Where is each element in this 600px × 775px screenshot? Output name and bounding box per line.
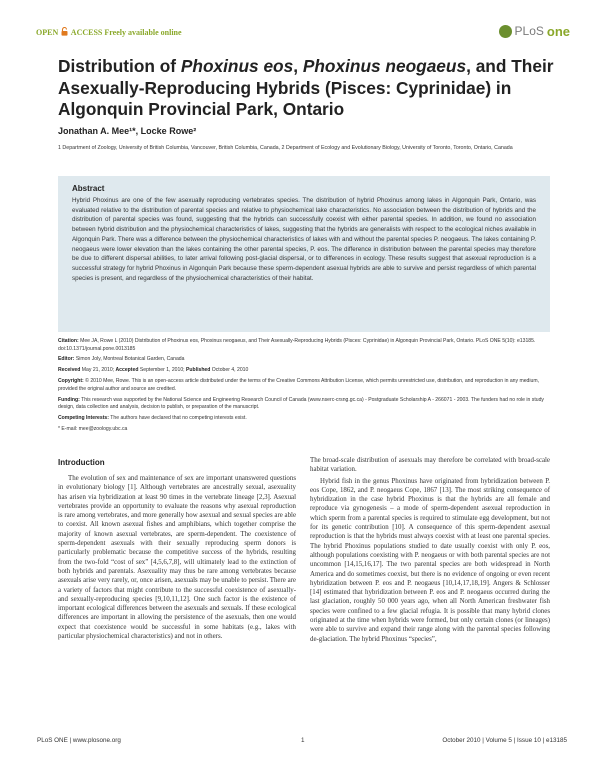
author-list: Jonathan A. Mee¹*, Locke Rowe² bbox=[58, 126, 197, 136]
title-text-2: , bbox=[293, 56, 303, 76]
accepted-label: Accepted bbox=[115, 367, 139, 374]
title-species-2: Phoxinus neogaeus bbox=[302, 56, 467, 76]
article-metadata bbox=[58, 338, 550, 437]
logo-plos-text: PLoS bbox=[514, 24, 544, 38]
title-species-1: Phoxinus eos bbox=[180, 56, 294, 76]
left-column bbox=[58, 458, 296, 641]
paper-title bbox=[58, 56, 568, 121]
footer-issue: October 2010 | Volume 5 | Issue 10 | e13185 bbox=[442, 737, 567, 744]
open-access-banner bbox=[36, 27, 182, 38]
copyright-text: © 2010 Mee, Rowe. This is an open-access article distributed under the terms of the Creative Commons Attribution License, which permits unrestricted use, distribution, and reproduction in any medium, provided the original author and source are credited. bbox=[58, 378, 540, 392]
published-label: Published bbox=[186, 367, 211, 374]
introduction-paragraph-2: The broad-scale distribution of asexuals may therefore be correlated with broad-scale habitat variation. bbox=[310, 457, 550, 474]
received-date: May 21, 2010; bbox=[81, 367, 115, 374]
funding bbox=[58, 397, 550, 412]
editor bbox=[58, 356, 550, 364]
freely-available-label: Freely available online bbox=[104, 28, 182, 37]
abstract-text: Hybrid Phoxinus are one of the few asexually reproducing vertebrates species. The distribution of hybrid Phoxinus among lakes in Algonquin Park, Ontario, was evaluated relative to the distribution of parental species and relative to physiochemical lake characteristics. No association between the distribution of hybrids and the distribution of parental species was found, suggesting that the hybrids can successfully coexist with either parental species. In addition, we found no association between hybrid distribution and the physiochemical characteristics of lakes, suggesting that the hybrids are generalists with respect to the ecological niches available in Algonquin Park. There was a difference between the physiochemical characteristics of lakes with and without the parental species P. neogaeus. The lakes containing P. neogaeus were lower elevation than the lakes containing the other parental species, P. eos. The difference in distribution between the parental species may therefore be due to different dispersal abilities, to later arrival following post-glacial dispersal, or to differences in ecology. These results suggest that asexual reproduction is a successful strategy for hybrid Phoxinus in Algonquin Park because these sperm-dependent asexual hybrids are able to survive and persist regardless of which parental species is present, and regardless of the physiochemical characteristics of their habitat. bbox=[72, 197, 536, 282]
funding-text: This research was supported by the National Science and Engineering Research Council of Canada (www.nserc-crsng.gc.ca) - Postgraduate Scholarship A - 266071 - 2003. The funders had no role in study design, data collection and analysis, decision to publish, or preparation of the manuscript. bbox=[58, 396, 544, 411]
logo-one-text: one bbox=[546, 23, 570, 39]
competing-interests-text: The authors have declared that no competing interests exist. bbox=[110, 415, 247, 422]
open-access-lock-icon bbox=[61, 27, 68, 38]
introduction-paragraph-3: Hybrid fish in the genus Phoxinus have originated from hybridization between P. eos Cope, 1862, and P. neogaeus Cope, 1867 [13]. The most striking consequence of hybridization in the case hybrid Phoxinus is that the hybrids are all female and reproduce via gynogenesis – a mode of sperm-dependent asexual reproduction in which sperm from a parental species is required to stimulate egg development, but not for its genetic contribution [10]. A consequence of this sperm-dependent asexual reproduction is that the hybrids must always coexist with at least one parental species. The hybrid Phoxinus populations studied to date usually coexist with only P. eos, although populations coexisting with P. neogaeus or with both parental species are not uncommon [14,15,16,17]. The two parental species are both widespread in North America and do sometimes coexist, but there is no evidence of ongoing or even recent hybridization between P. eos and P. neogaeus [10,14,17,18,19]. Angers & Schlosser [14] estimated that hybridization between P. eos and P. neogaeus occurred during the last glaciation, roughly 50 000 years ago, when all North American freshwater fish species were confined to a few glacial refugia. It is possible that many hybrid clones originated at the time when hybrids were formed, but only certain clones (or lineages) were able to survive and expand their range along with the parental species following de-glaciation. The hybrid Phoxinus “species”, bbox=[310, 477, 550, 643]
funding-label: Funding: bbox=[58, 396, 80, 403]
plos-logo-icon bbox=[499, 25, 512, 38]
access-label: ACCESS bbox=[70, 28, 103, 37]
copyright-label: Copyright: bbox=[58, 378, 84, 385]
plos-one-logo bbox=[499, 23, 570, 39]
title-text-1: Distribution of bbox=[58, 56, 181, 76]
page-number: 1 bbox=[301, 737, 305, 744]
dates bbox=[58, 367, 550, 375]
editor-label: Editor: bbox=[58, 356, 75, 363]
affiliations: 1 Department of Zoology, University of British Columbia, Vancouver, British Columbia, Canada, 2 Department of Ecology and Evolutionary Biology, University of Toronto, Toronto, Ontario, Canada bbox=[58, 145, 513, 151]
open-label: OPEN bbox=[36, 28, 59, 37]
abstract-box bbox=[58, 176, 550, 332]
email: * E-mail: mee@zoology.ubc.ca bbox=[58, 426, 128, 433]
title-text-3: , and Their Asexually-Reproducing Hybrids (Pisces: Cyprinidae) in Algonquin Provincial Park, Ontario bbox=[58, 56, 554, 119]
received-label: Received bbox=[58, 367, 81, 374]
competing-interests bbox=[58, 415, 550, 423]
citation-label: Citation: bbox=[58, 338, 79, 344]
introduction-paragraph-1: The evolution of sex and maintenance of sex are important unanswered questions in evolutionary biology [1]. Although vertebrates are ancestrally sexual, asexuality has arisen via hybridization at least 90 times in the vertebrate lineage [2,3]. Asexual vertebrates provide an opportunity to evaluate the reasons why asexual reproduction is rare among vertebrates, and more generally how asexual and sexual species are able to coexist. All known asexual fishes and amphibians, which together comprise the majority of known asexual vertebrates, are sperm-dependent. The coexistence of sperm-dependent asexuals with their sexually reproducing sperm donors is particularly problematic because the competitive success of the hybrids, resulting from the two-fold “cost of sex” [4,5,6,7,8], will ultimately lead to the extinction of both hybrids and parentals. Asexuality may thus be rare among vertebrates because asexuals arise very rarely, or, once arisen, asexuals may be unable to persist. There are a variety of factors that might contribute to the successful coexistence of asexually- and sexually-reproducing species [9,10,11,12]. One such factor is the existence of important ecological differences between the asexuals and sexuals. If these ecological differences are important in allowing the persistence of the asexuals, then one would expect that coexistence would be successful in some habitats (e.g., lakes with particular physiochemical characteristics) and not in others. bbox=[58, 475, 297, 641]
accepted-date: September 1, 2010; bbox=[139, 367, 185, 374]
copyright bbox=[58, 378, 550, 393]
citation bbox=[58, 338, 550, 353]
footer-journal: PLoS ONE | www.plosone.org bbox=[37, 737, 121, 744]
page-footer bbox=[37, 737, 567, 747]
editor-text: Simon Joly, Montreal Botanical Garden, Canada bbox=[75, 356, 185, 363]
right-column bbox=[310, 456, 550, 646]
journal-header bbox=[36, 25, 570, 41]
published-date: October 4, 2010 bbox=[211, 367, 249, 374]
abstract-heading: Abstract bbox=[72, 184, 105, 193]
introduction-heading: Introduction bbox=[58, 458, 105, 467]
citation-text: Mee JA, Rowe L (2010) Distribution of Phoxinus eos, Phoxinus neogaeus, and Their Asexually-Reproducing Hybrids (Pisces: Cyprinidae) in Algonquin Provincial Park, Ontario. PLoS ONE 5(10): e13185. doi:10.1371/journal.pone.0013185 bbox=[58, 338, 536, 352]
competing-interests-label: Competing Interests: bbox=[58, 415, 109, 422]
